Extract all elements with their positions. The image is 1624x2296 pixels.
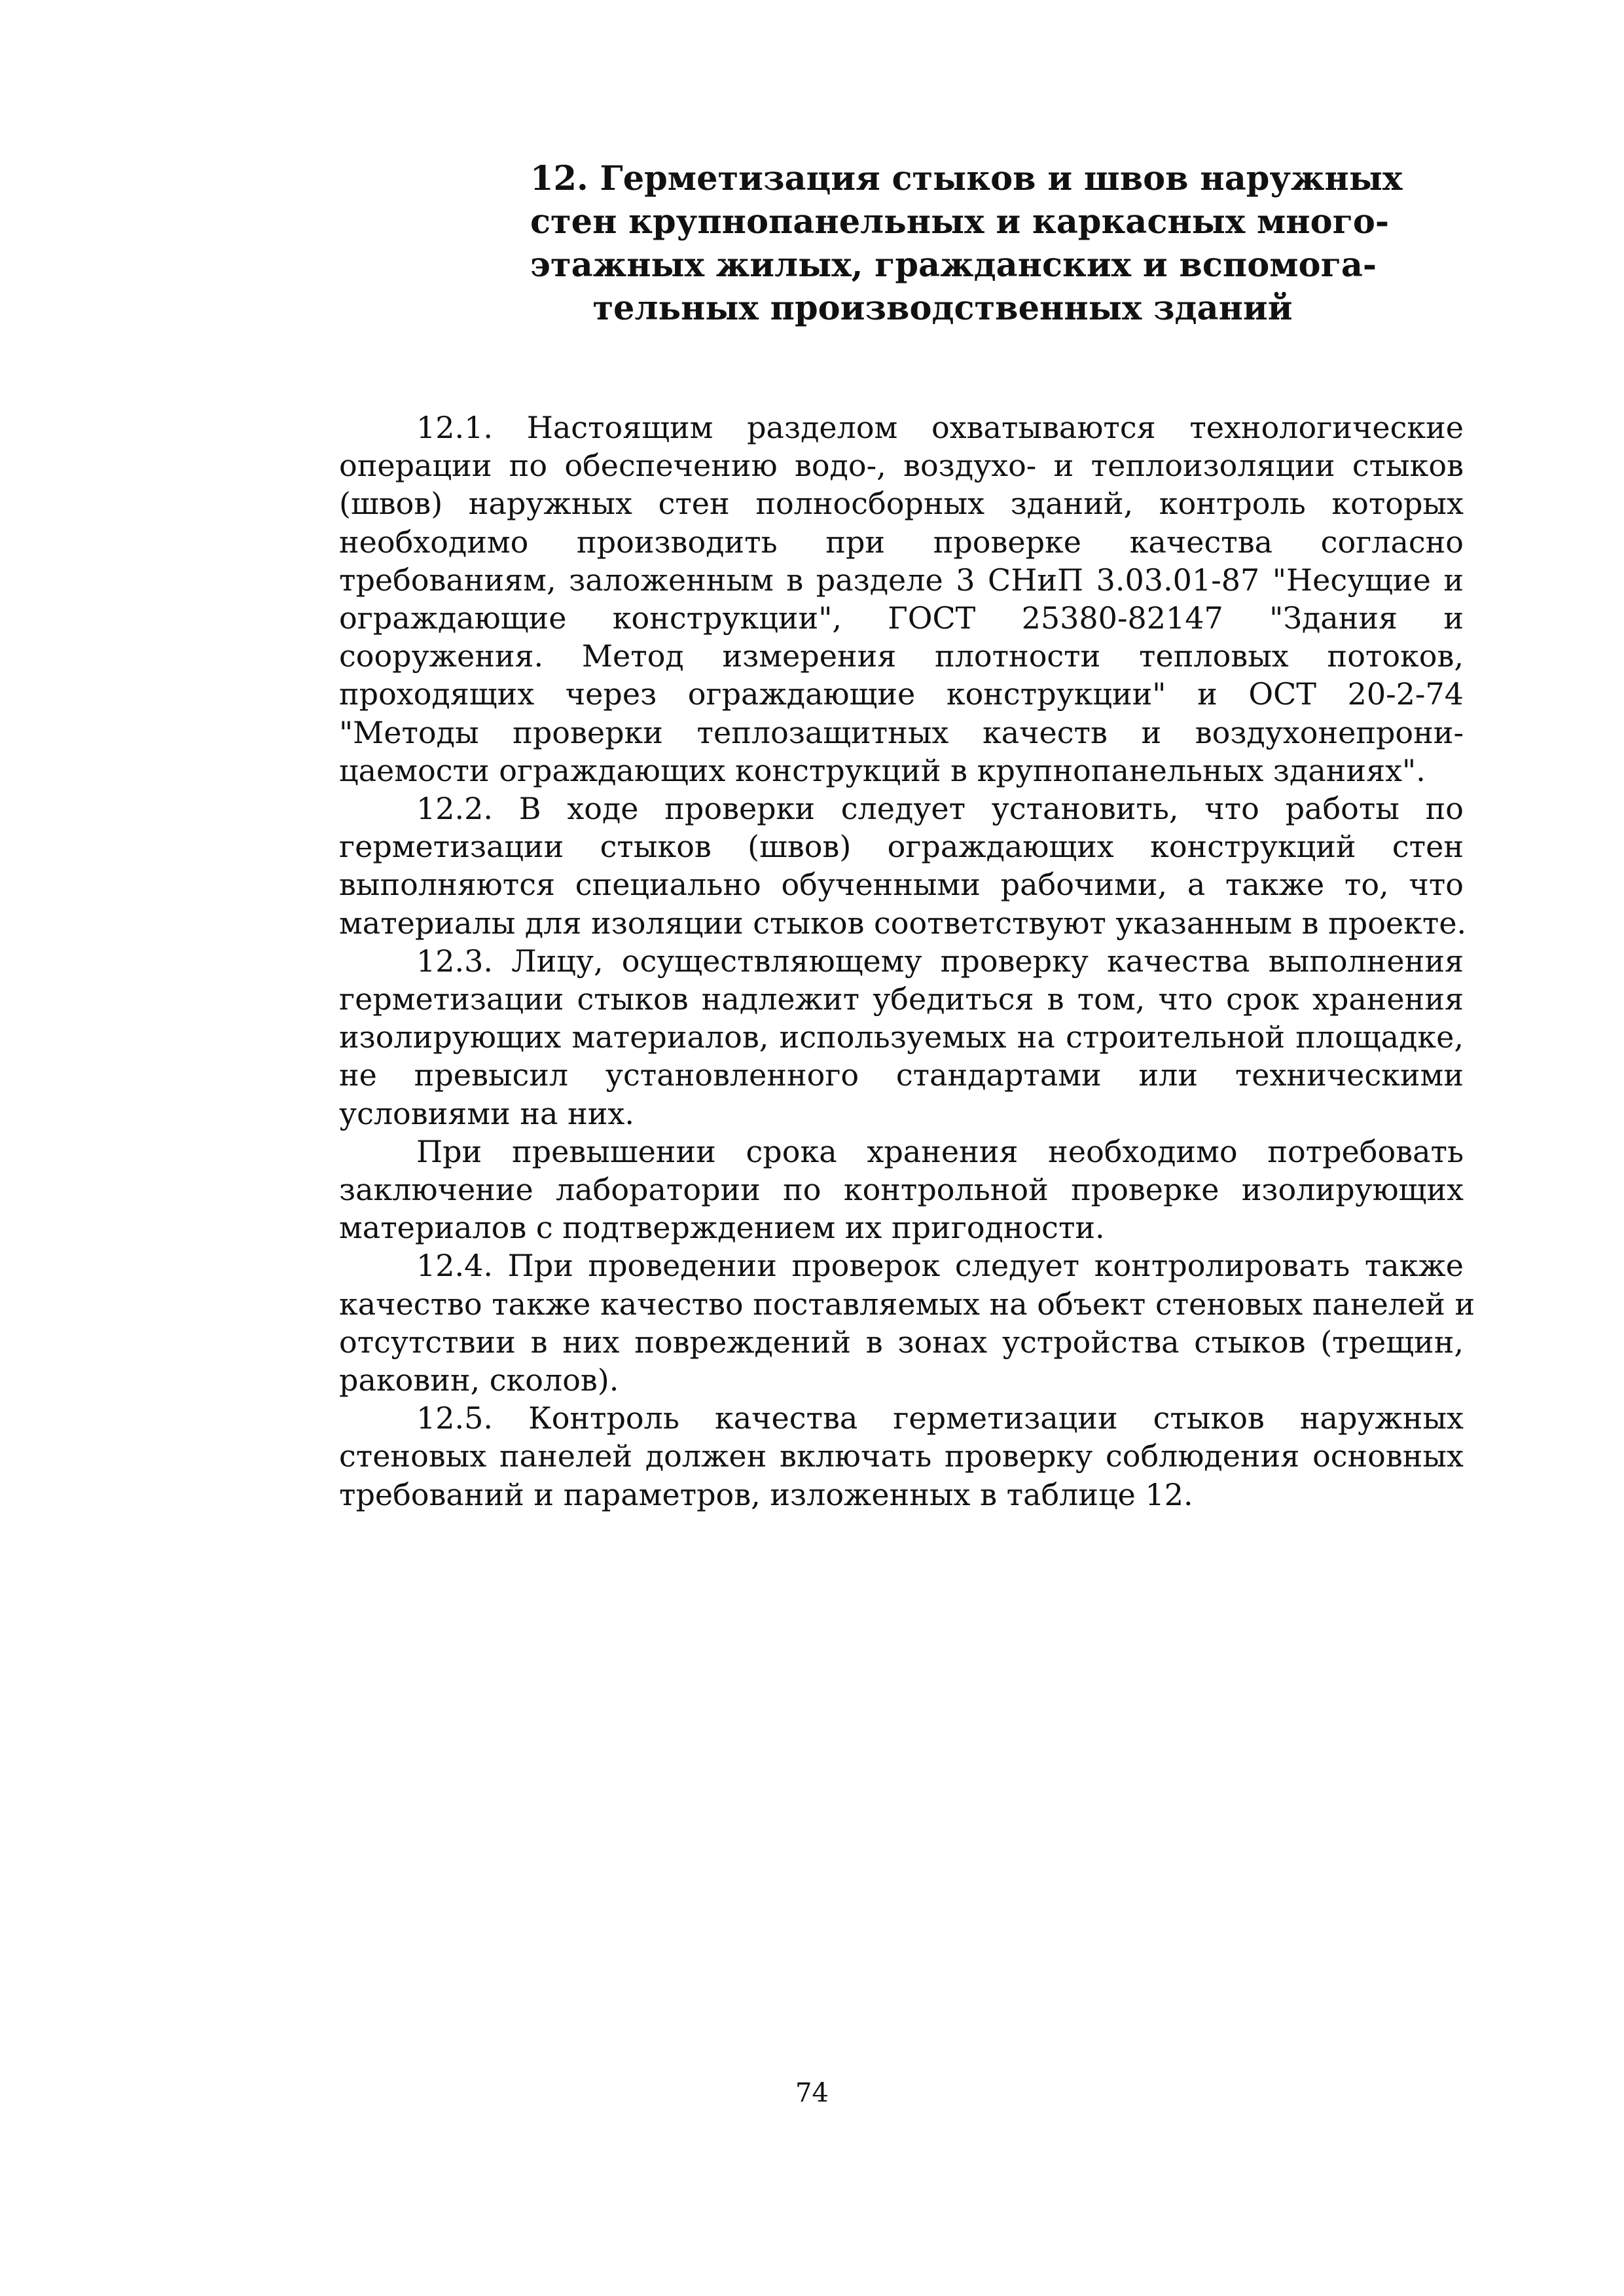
paragraph-12-2-line: материалы для изоляции стыков соответствуют указанным в проекте. [339,905,1467,941]
paragraph-12-5-line: стеновых панелей должен включать проверку соблюдения основных [339,1438,1464,1474]
paragraph-12-4-line: качество также качество поставляемых на объект стеновых панелей и [339,1286,1475,1322]
paragraph-12-1-line: "Методы проверки теплозащитных качеств и воздухонепрони- [339,714,1464,750]
paragraph-12-3b-line: заключение лаборатории по контрольной проверке изолирующих [339,1172,1464,1208]
heading-line: этажных жилых, гражданских и вспомога- [530,246,1377,285]
paragraph-12-1-line: (швов) наружных стен полносборных зданий, контроль которых [339,486,1464,522]
paragraph-12-2-line: 12.2. В ходе проверки следует установить, что работы по [416,791,1464,827]
paragraph-12-3-line: не превысил установленного стандартами или техническими [339,1057,1464,1093]
heading-line: 12. Герметизация стыков и швов наружных [530,159,1403,198]
paragraph-12-3b-line: материалов с подтверждением их пригодности. [339,1210,1105,1246]
paragraph-12-1-line: 12.1. Настоящим разделом охватываются технологические [416,410,1464,445]
heading-line: стен крупнопанельных и каркасных много- [530,202,1390,242]
paragraph-12-1-line: проходящих через ограждающие конструкции" и ОСТ 20-2-74 [339,676,1464,712]
paragraph-12-4-line: 12.4. При проведении проверок следует контролировать также [416,1248,1464,1284]
paragraph-12-3-line: условиями на них. [339,1095,634,1131]
paragraph-12-1-line: требованиям, заложенным в разделе 3 СНиП 3.03.01-87 "Несущие и [339,562,1464,598]
paragraph-12-2-line: выполняются специально обученными рабочими, а также то, что [339,867,1464,903]
paragraph-12-5-line: 12.5. Контроль качества герметизации стыков наружных [416,1400,1464,1436]
heading-line: тельных производственных зданий [592,289,1293,328]
paragraph-12-3b-line: При превышении срока хранения необходимо потребовать [416,1133,1464,1169]
paragraph-12-1-line: сооружения. Метод измерения плотности тепловых потоков, [339,638,1464,674]
paragraph-12-3-line: 12.3. Лицу, осуществляющему проверку качества выполнения [416,943,1464,979]
paragraph-12-5-line: требований и параметров, изложенных в таблице 12. [339,1476,1193,1512]
paragraph-12-2-line: герметизации стыков (швов) ограждающих конструкций стен [339,829,1464,865]
paragraph-12-3-line: изолирующих материалов, используемых на строительной площадке, [339,1019,1464,1055]
paragraph-12-1-line: цаемости ограждающих конструкций в крупнопанельных зданиях". [339,752,1426,788]
paragraph-12-1-line: необходимо производить при проверке качества согласно [339,524,1464,560]
section-heading [530,157,1403,330]
paragraph-12-3-line: герметизации стыков надлежит убедиться в том, что срок хранения [339,981,1464,1017]
page-number: 74 [795,2078,829,2108]
paragraph-12-4-line: отсутствии в них повреждений в зонах устройства стыков (трещин, [339,1324,1464,1360]
paragraph-12-1-line: операции по обеспечению водо-, воздухо- и теплоизоляции стыков [339,448,1464,484]
paragraph-12-4-line: раковин, сколов). [339,1362,619,1398]
body-text [339,409,1475,1514]
paragraph-12-1-line: ограждающие конструкции", ГОСТ 25380-82147 "Здания и [339,600,1464,636]
